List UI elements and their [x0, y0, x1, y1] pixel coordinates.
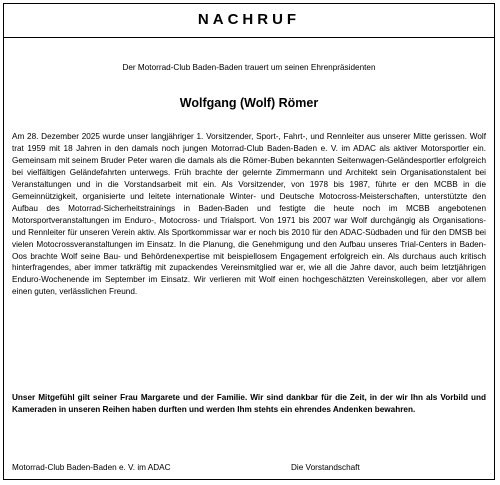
obituary-notice [3, 3, 495, 480]
deceased-name: Wolfgang (Wolf) Römer [179, 96, 319, 110]
notice-title: NACHRUF [197, 11, 301, 28]
board-signature: Die Vorstandschaft [291, 463, 360, 472]
obituary-body: Am 28. Dezember 2025 wurde unser langjähriger 1. Vorsitzender, Sport-, Fahrt-, und Rennleiter aus unserer Mitte gerissen. Wolf trat 1959 mit 18 Jahren in den damals noch jungen Motorrad-Club Baden-Baden e. V. im ADAC als aktiver Motorsportler ein. Gemeinsam mit seinem Bruder Peter waren die damals als die Römer-Buben bekannten Seitenwagen-Geländesportler erfolgreich bei vielfältigen Geländefahrten unterwegs. Früh brachte der gelernte Zimmermann und Architekt sein Organisationstalent bei Veranstaltungen und in die Vorstandsarbeit mit ein. Als Vorsitzender, von 1978 bis 1987, führte er den MCBB in die Gemeinnützigkeit, organisierte und leitete internationale Winter- und Deutsche Motocross-Meisterschaften, unterstützte den Aufbau des Motorrad-Sicherheitstrainings in Baden-Baden und festigte die heute noch im MCBB angebotenen Motorsportveranstaltungen im Enduro-, Motocross- und Trialsport. Von 1971 bis 2007 war Wolf durchgängig als Organisations- und Rennleiter für unseren Verein aktiv. Als Sportkommissar war er noch bis 2010 für den ADAC-Südbaden und für den DMSB bei vielen Motocrossveranstaltungen im Einsatz. In die Planung, die Genehmigung und den Aufbau unseres Trial-Centers in Baden-Oos brachte Wolf seine Bau- und Behördenexpertise mit beispiellosem Engagement erfolgreich ein. Als durchaus auch kritisch hinterfragendes, aber immer tatkräftig mit zupackendes Vereinsmitglied war er, wie all die Jahre davor, auch beim letztjährigen Enduro-Wochenende im September im Einsatz. Wir verlieren mit Wolf einen hochgeschätzten Vereinskollegen, aber vor allem einen guten, verlässlichen Freund. [12, 132, 486, 297]
title-divider [4, 37, 494, 38]
club-signature: Motorrad-Club Baden-Baden e. V. im ADAC [12, 463, 171, 472]
condolence-paragraph: Unser Mitgefühl gilt seiner Frau Margarete und der Familie. Wir sind dankbar für die Zeit, in der wir Ihn als Vorbild und Kameraden in unseren Reihen haben durften und werden Ihm stehts ein ehrendes Andenken bewahren. [12, 393, 486, 414]
intro-line: Der Motorrad-Club Baden-Baden trauert um seinen Ehrenpräsidenten [122, 63, 376, 72]
